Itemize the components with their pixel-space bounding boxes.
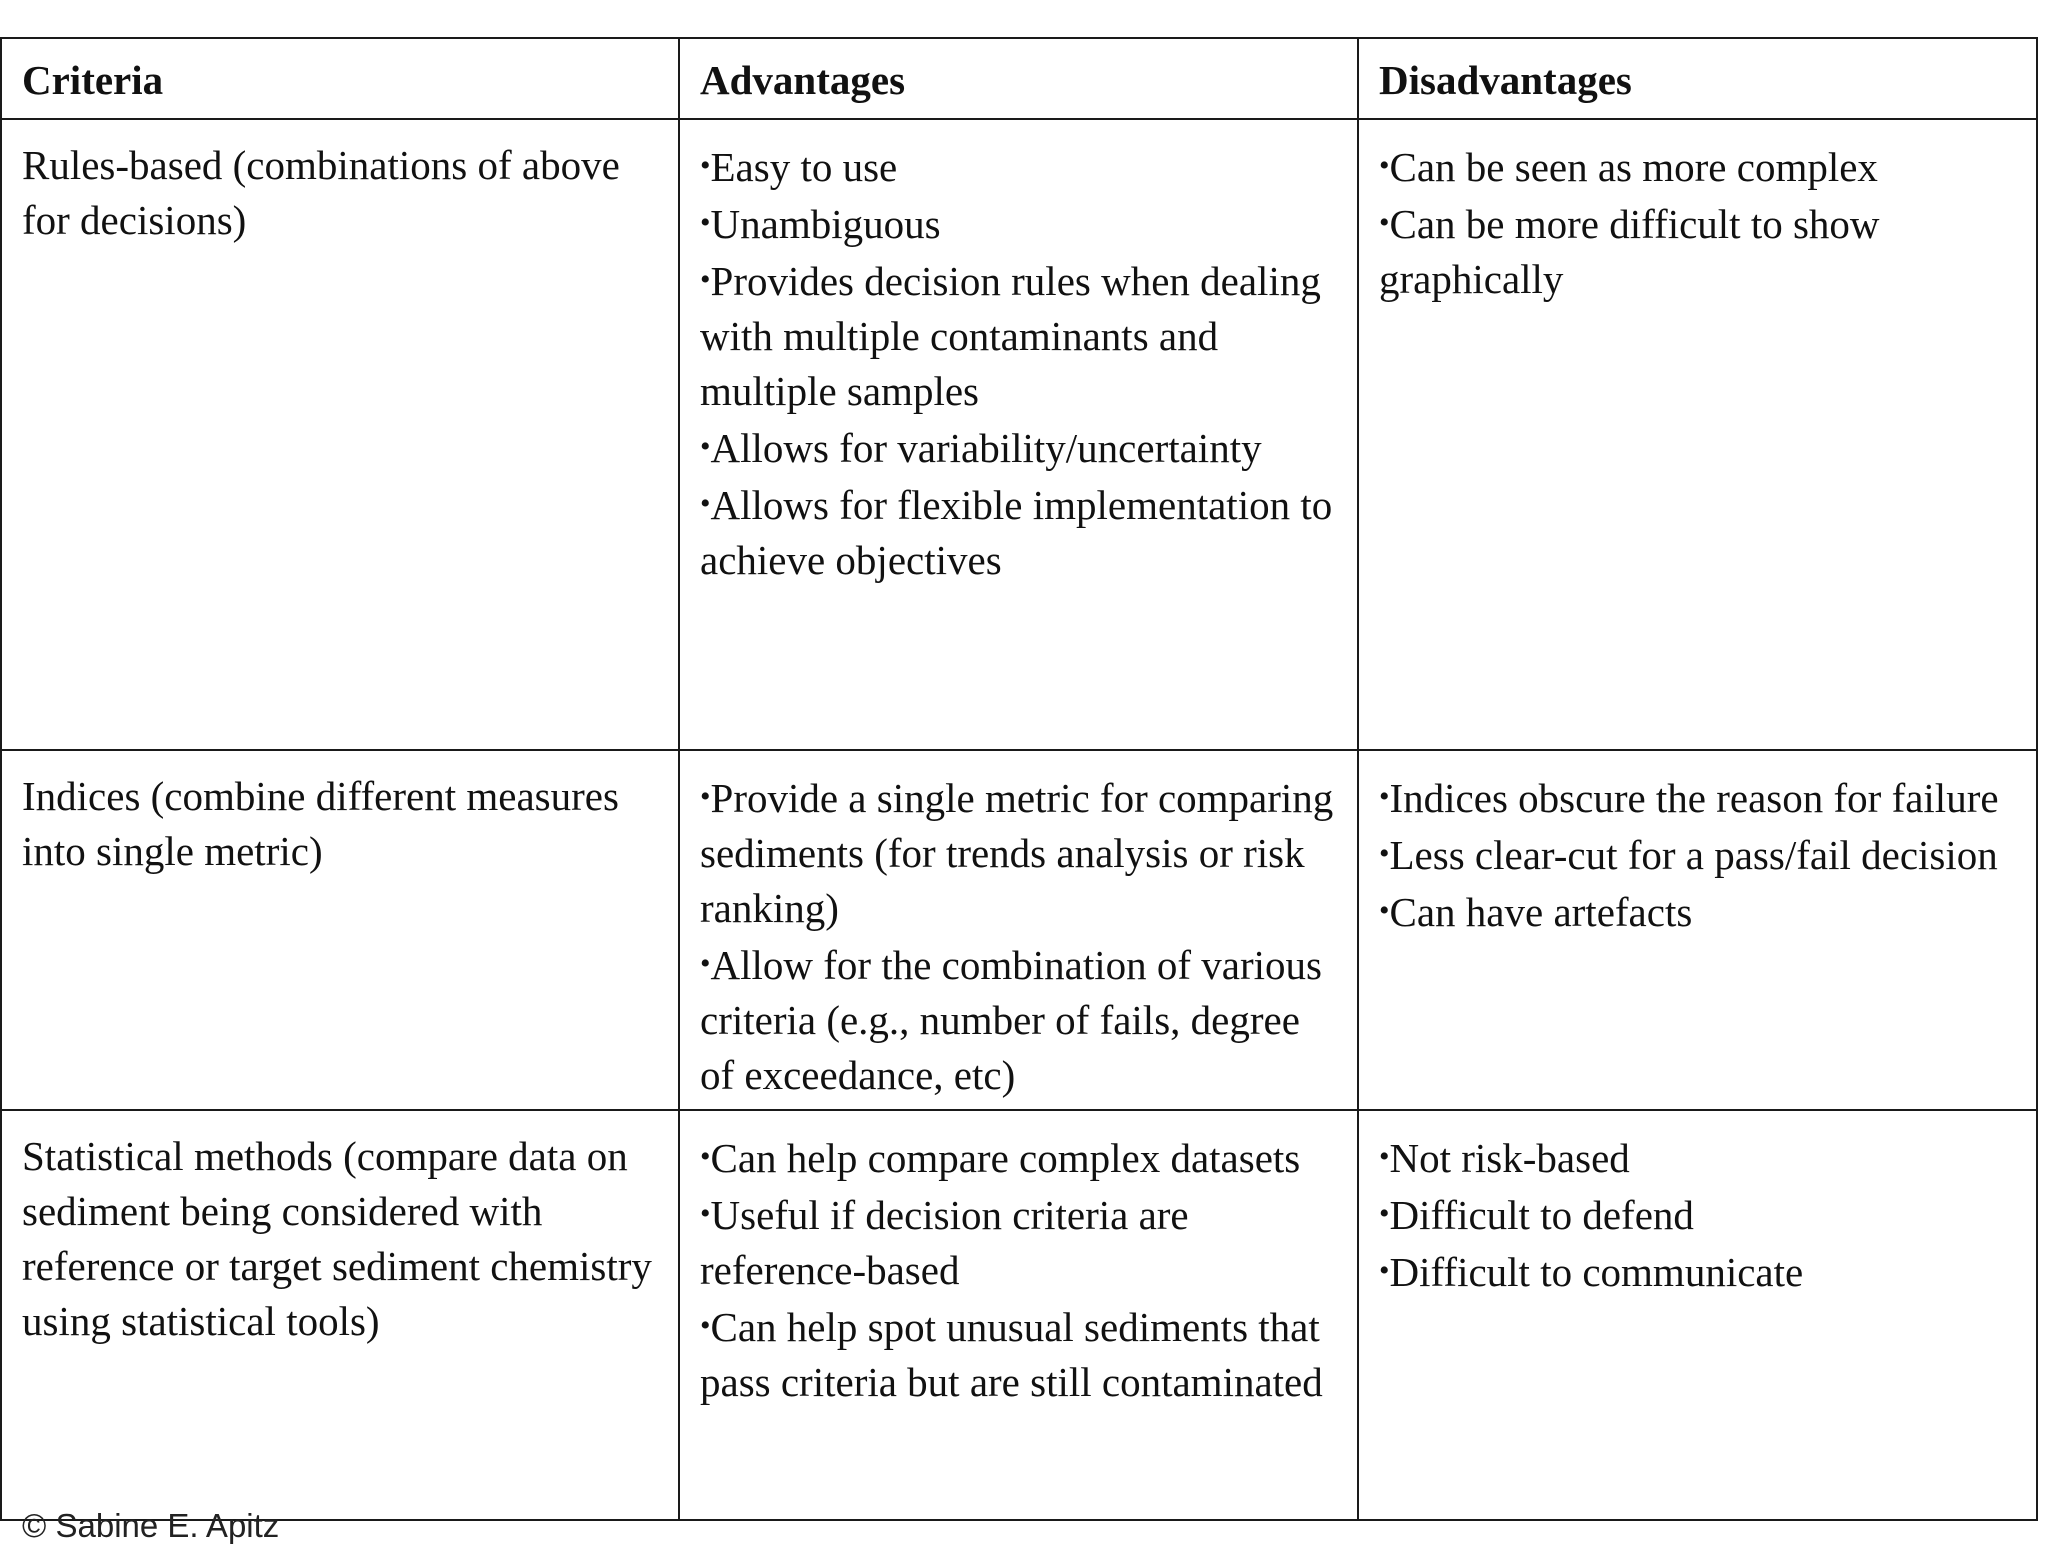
header-criteria: Criteria bbox=[1, 38, 679, 119]
bullet-icon: • bbox=[700, 1197, 711, 1230]
table-row-statistical-methods bbox=[1, 1110, 2037, 1520]
bullet-icon: • bbox=[1379, 1140, 1390, 1173]
disadvantage-text: Difficult to defend bbox=[1389, 1192, 1694, 1238]
advantage-text: Allow for the combination of various criteria (e.g., number of fails, degree of exceedance, etc) bbox=[700, 942, 1322, 1098]
advantage-item bbox=[700, 419, 1339, 476]
advantage-item bbox=[700, 1186, 1339, 1298]
advantage-text: Unambiguous bbox=[710, 201, 941, 247]
bullet-icon: • bbox=[700, 1140, 711, 1173]
bullet-icon: • bbox=[1379, 149, 1390, 182]
header-disadvantages: Disadvantages bbox=[1358, 38, 2037, 119]
advantage-item bbox=[700, 1129, 1339, 1186]
disadvantage-item bbox=[1379, 883, 2018, 940]
advantage-item bbox=[700, 195, 1339, 252]
disadvantage-text: Less clear-cut for a pass/fail decision bbox=[1389, 832, 1998, 878]
advantage-text: Can help spot unusual sediments that pass criteria but are still contaminated bbox=[700, 1304, 1323, 1405]
disadvantages-cell bbox=[1358, 1110, 2037, 1520]
advantage-item bbox=[700, 1298, 1339, 1410]
disadvantage-item bbox=[1379, 826, 2018, 883]
disadvantage-item bbox=[1379, 1186, 2018, 1243]
disadvantage-text: Can have artefacts bbox=[1389, 889, 1693, 935]
criteria-cell: Rules-based (combinations of above for decisions) bbox=[1, 119, 679, 750]
disadvantage-item bbox=[1379, 1243, 2018, 1300]
criteria-cell: Statistical methods (compare data on sediment being considered with reference or target sediment chemistry using statistical tools) bbox=[1, 1110, 679, 1520]
bullet-icon: • bbox=[1379, 780, 1390, 813]
document-page bbox=[0, 37, 2036, 1521]
disadvantage-item bbox=[1379, 195, 2018, 307]
advantages-cell bbox=[679, 750, 1358, 1110]
disadvantage-text: Can be more difficult to show graphically bbox=[1379, 201, 1880, 302]
bullet-icon: • bbox=[700, 149, 711, 182]
bullet-icon: • bbox=[1379, 837, 1390, 870]
bullet-icon: • bbox=[700, 487, 711, 520]
advantage-item bbox=[700, 252, 1339, 419]
bullet-icon: • bbox=[1379, 1197, 1390, 1230]
advantage-text: Provide a single metric for comparing sediments (for trends analysis or risk ranking) bbox=[700, 775, 1334, 931]
advantage-text: Can help compare complex datasets bbox=[710, 1135, 1301, 1181]
copyright-notice: © Sabine E. Apitz bbox=[22, 1507, 280, 1544]
advantage-item bbox=[700, 476, 1339, 588]
advantages-cell bbox=[679, 1110, 1358, 1520]
disadvantages-cell bbox=[1358, 750, 2037, 1110]
bullet-icon: • bbox=[1379, 1254, 1390, 1287]
disadvantage-text: Can be seen as more complex bbox=[1389, 144, 1878, 190]
bullet-icon: • bbox=[700, 780, 711, 813]
table-header-row bbox=[1, 38, 2037, 119]
advantage-text: Allows for variability/uncertainty bbox=[710, 425, 1262, 471]
disadvantage-item bbox=[1379, 1129, 2018, 1186]
advantage-text: Allows for flexible implementation to achieve objectives bbox=[700, 482, 1333, 583]
bullet-icon: • bbox=[1379, 894, 1390, 927]
advantage-text: Easy to use bbox=[710, 144, 898, 190]
table-row-indices bbox=[1, 750, 2037, 1110]
advantage-text: Provides decision rules when dealing with multiple contaminants and multiple samples bbox=[700, 258, 1321, 414]
disadvantage-text: Indices obscure the reason for failure bbox=[1389, 775, 1999, 821]
disadvantage-item bbox=[1379, 769, 2018, 826]
bullet-icon: • bbox=[700, 430, 711, 463]
criteria-comparison-table bbox=[0, 37, 2038, 1521]
advantage-text: Useful if decision criteria are reference-based bbox=[700, 1192, 1189, 1293]
bullet-icon: • bbox=[700, 947, 711, 980]
bullet-icon: • bbox=[700, 206, 711, 239]
advantage-item bbox=[700, 769, 1339, 936]
disadvantages-cell bbox=[1358, 119, 2037, 750]
bullet-icon: • bbox=[1379, 206, 1390, 239]
bullet-icon: • bbox=[700, 1309, 711, 1342]
criteria-cell: Indices (combine different measures into single metric) bbox=[1, 750, 679, 1110]
disadvantage-text: Not risk-based bbox=[1389, 1135, 1630, 1181]
advantage-item bbox=[700, 138, 1339, 195]
advantage-item bbox=[700, 936, 1339, 1103]
advantages-cell bbox=[679, 119, 1358, 750]
header-advantages: Advantages bbox=[679, 38, 1358, 119]
table-row-rules-based bbox=[1, 119, 2037, 750]
bullet-icon: • bbox=[700, 263, 711, 296]
disadvantage-item bbox=[1379, 138, 2018, 195]
disadvantage-text: Difficult to communicate bbox=[1389, 1249, 1804, 1295]
